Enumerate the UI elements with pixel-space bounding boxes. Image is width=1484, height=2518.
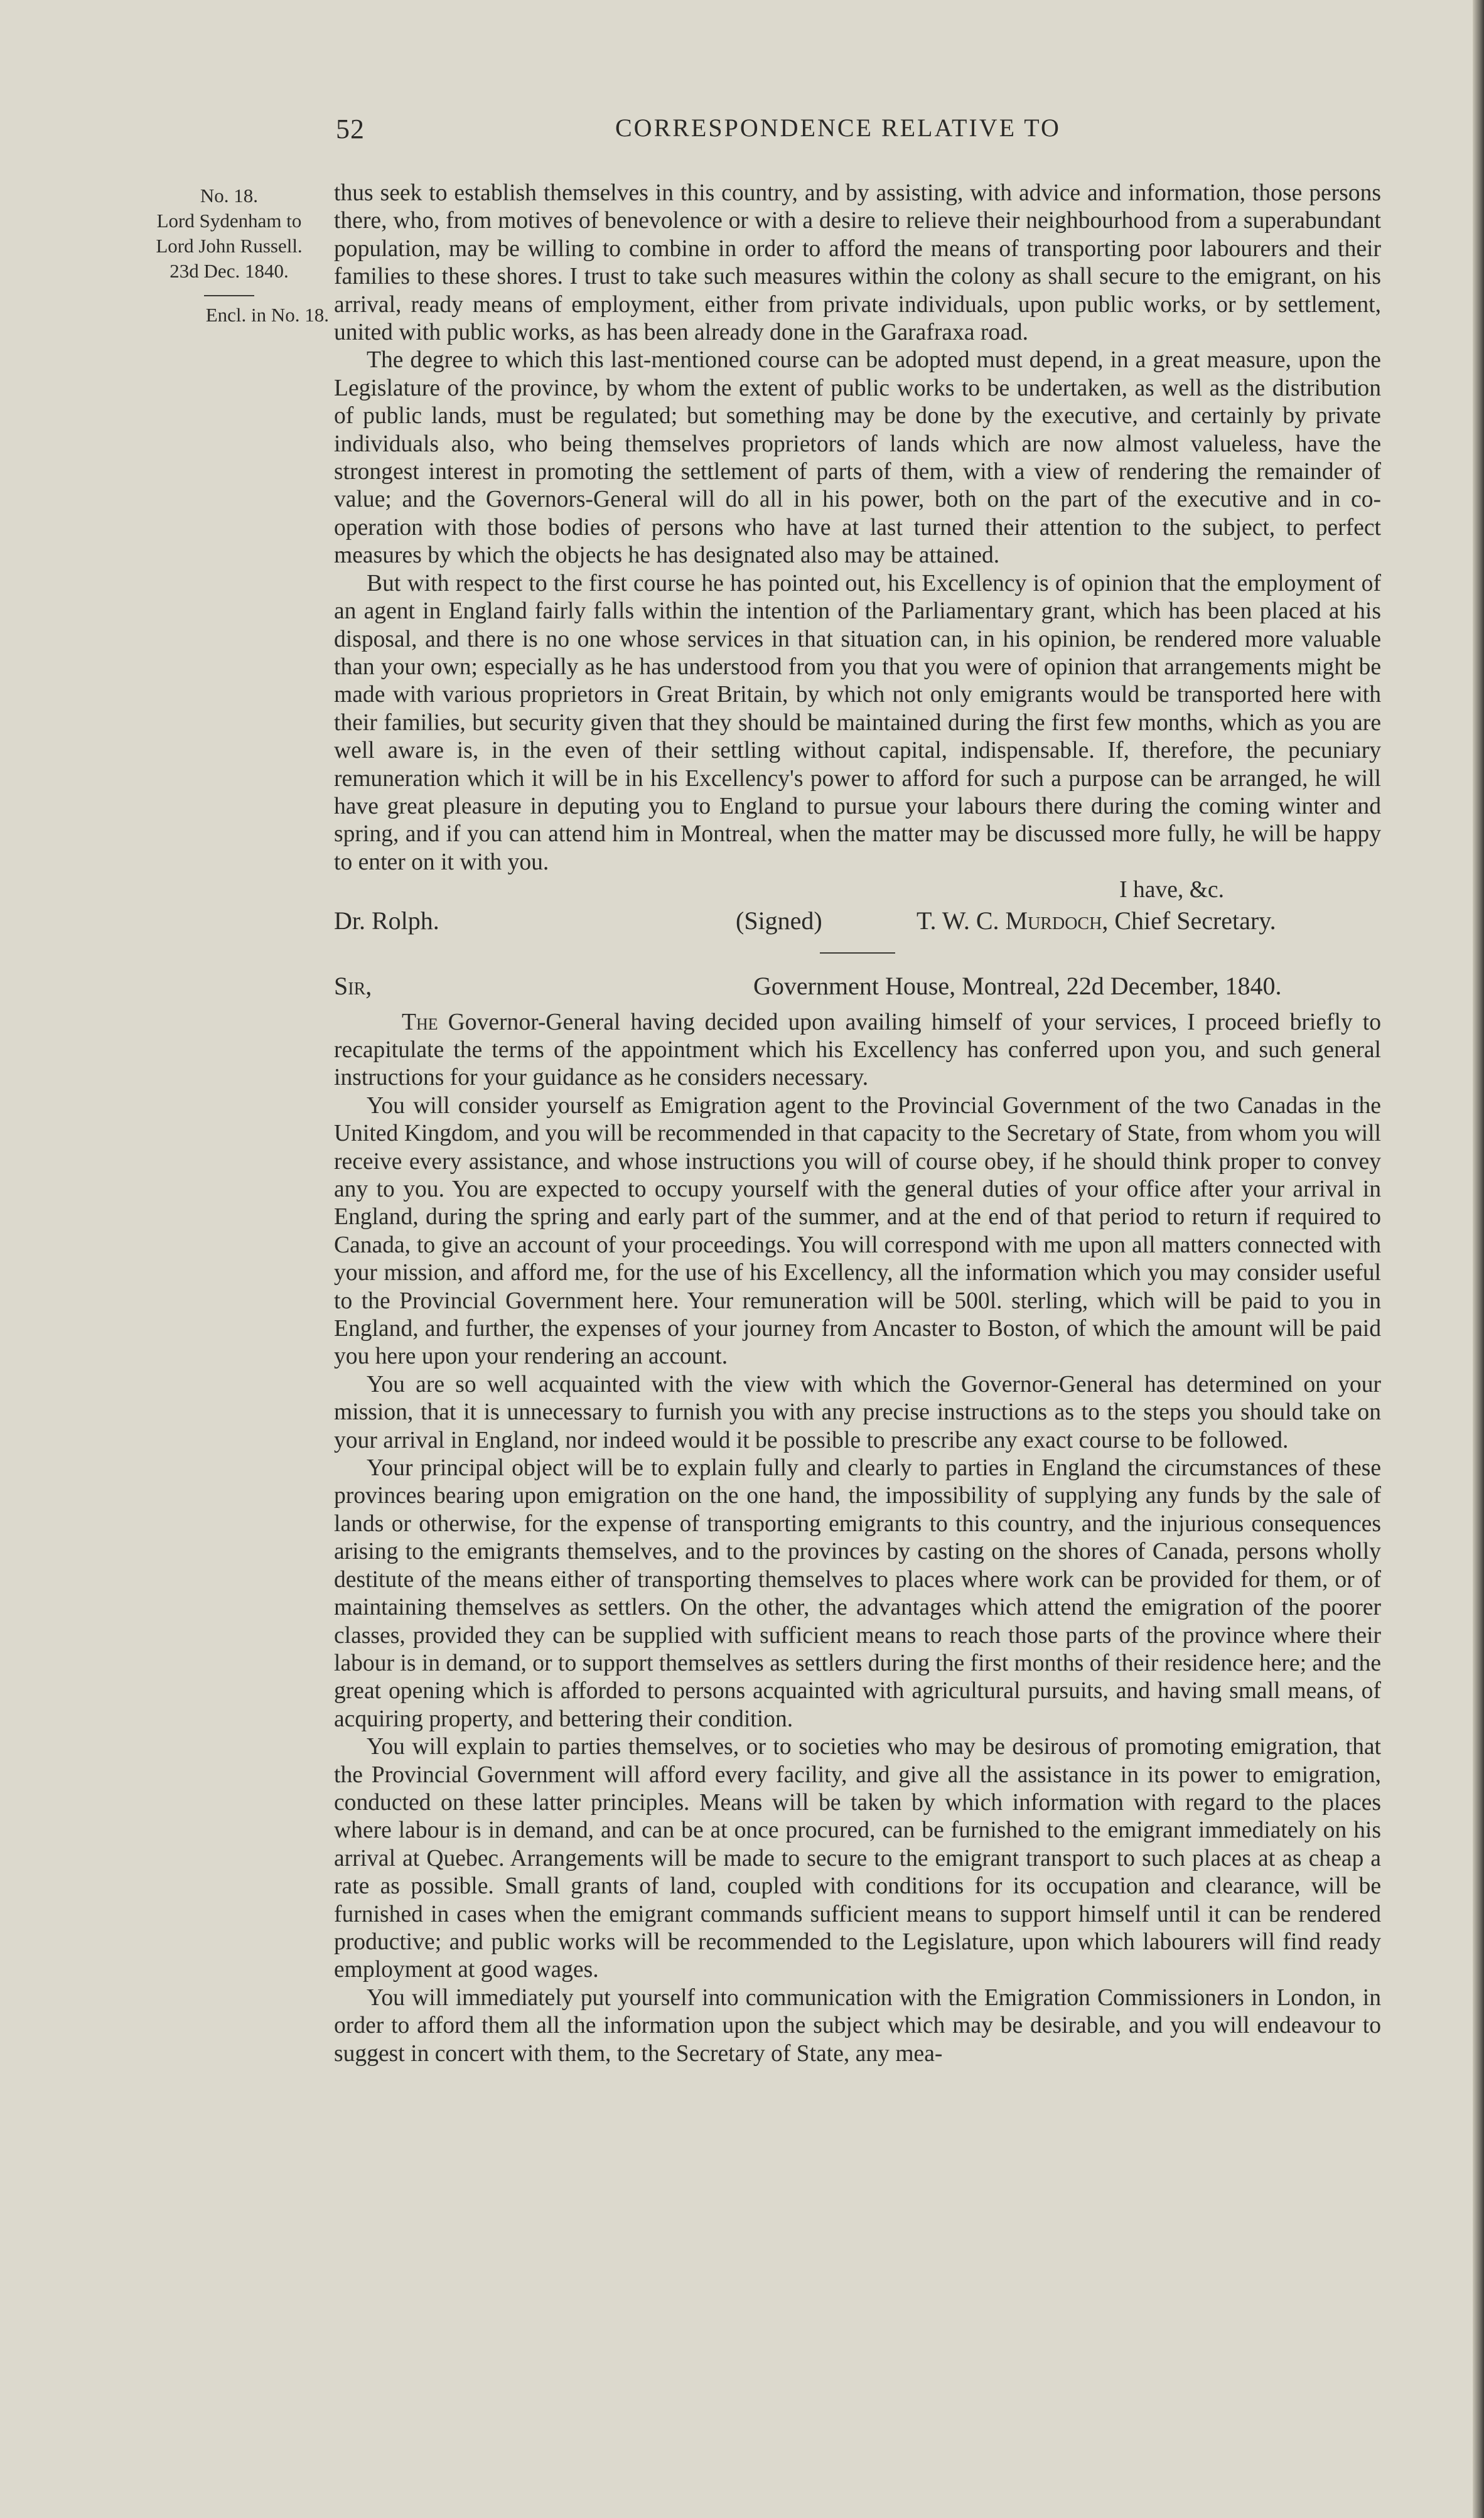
letter2-paragraph-6: You will immediately put yourself into communication with the Emigration Commissioners in London, in order to afford them all the information upon the subject which may be desirable, and you will endeavour to suggest in concert with them, to the Secretary of State, any mea-: [334, 1984, 1381, 2067]
letter2-heading: [334, 972, 1381, 1009]
signatory: [917, 907, 1276, 935]
page-number: 52: [336, 114, 365, 144]
letter2-paragraph-5: You will explain to parties themselves, or to societies who may be desirous of promoting emigration, that the Provincial Government will afford every facility, and give all the assistance in its power to emigration, conducted on these latter principles. Means will be taken by which information with regard to the places where labour is in demand, and can be at once procured, can be furnished to the emigrant immediately on his arrival at Quebec. Arrangements will be made to secure to the emigrant transport to such places at as cheap a rate as possible. Small grants of land, coupled with conditions for its occupation and clearance, will be furnished in cases when the emigrant commands sufficient means to support himself until it can be rendered productive; and public works will be recommended to the Legislature, upon which labourers will find ready employment at good wages.: [334, 1734, 1381, 1983]
margin-notes: [126, 183, 333, 328]
opening-word: The: [402, 1009, 438, 1035]
letter1-paragraph-2: The degree to which this last-mentioned course can be adopted must depend, in a great measure, upon the Legislature of the province, by whom the extent of public works to be undertaken, as well as the distribution of public lands, must be regulated; but something may be done by the executive, and certainly by private individuals also, who being themselves proprietors of lands which are now almost valueless, have the strongest interest in promoting the settlement of parts of them, with a view of rendering the remainder of value; and the Governors-General will do all in his power, both on the part of the executive and in co-operation with those bodies of persons who have at last turned their attention to the subject, to perfect measures by which the objects he has designated also may be attained.: [334, 347, 1381, 569]
recipient: Dr. Rolph.: [334, 906, 439, 935]
running-head: CORRESPONDENCE RELATIVE TO: [615, 114, 1061, 142]
signature-line: [334, 907, 1381, 939]
signatory-title: , Chief Secretary.: [1102, 906, 1276, 935]
margin-enclosure: Encl. in No. 18.: [205, 304, 329, 326]
signatory-initials: T. W. C.: [917, 906, 999, 935]
margin-date: 23d Dec. 1840.: [169, 260, 289, 282]
section-divider: [820, 952, 895, 954]
letter1-paragraph-1: thus seek to establish themselves in this country, and by assisting, with advice and information, those persons there, who, from motives of benevolence or with a desire to relieve their neighbourhood from a superabundant population, may be willing to combine in order to afford the means of transporting poor labourers and their families to these shores. I trust to take such measures within the colony as shall secure to the emigrant, on his arrival, ready means of employment, either from private individuals, upon public works, or by settlement, united with public works, as has been already done in the Garafraxa road.: [334, 180, 1381, 346]
signatory-name: Murdoch: [1005, 906, 1102, 935]
letter1-paragraph-3: But with respect to the first course he has pointed out, his Excellency is of opinion that the employment of an agent in England fairly falls within the intention of the Parliamentary grant, which has been placed at his disposal, and there is no one whose services in that situation can, in his opinion, be rendered more valuable than your own; especially as he has understood from you that you were of opinion that arrangements might be made with various proprietors in Great Britain, by which not only emigrants would be transported here with their families, but security given that they should be maintained during the first few months, which as you are well aware is, in the even of their settling without capital, indispensable. If, therefore, the pecuniary remuneration which it will be in his Excellency's power to afford for such a purpose can be arranged, he will have great pleasure in deputing you to England to pursue your labours there during the coming winter and spring, and if you can attend him in Montreal, when the matter may be discussed more fully, he will be happy to enter on it with you.: [334, 570, 1381, 875]
letter2-paragraph-1: [334, 1009, 1381, 1092]
opening-text: Governor-General having decided upon availing himself of your services, I proceed briefly to recapitulate the terms of the appointment which his Excellency has conferred upon you, and such general instructions for your guidance as he considers necessary.: [334, 1009, 1381, 1091]
letter2-paragraph-2: You will consider yourself as Emigration agent to the Provincial Government of the two Canadas in the United Kingdom, and you will be recommended in that capacity to the Secretary of State, from whom you will receive every assistance, and whose instructions you will of course obey, if he should think proper to convey any to you. You are expected to occupy yourself with the general duties of your office after your arrival in England, during the spring and early part of the summer, and at the end of that period to return if required to Canada, to give an account of your proceedings. You will correspond with me upon all matters connected with your mission, and afford me, for the use of his Excellency, all the information which you may consider useful to the Provincial Government here. Your remuneration will be 500l. sterling, which will be paid to you in England, and further, the expenses of your journey from Ancaster to Boston, of which the amount will be paid you here upon your rendering an account.: [334, 1092, 1381, 1370]
margin-doc-number: No. 18.: [200, 185, 259, 207]
margin-to: Lord John Russell.: [156, 235, 303, 257]
salutation: Sir,: [334, 971, 372, 1000]
letter1-closing: I have, &c.: [1119, 877, 1224, 903]
letter2-paragraph-3: You are so well acquainted with the view with which the Governor-General has determined on your mission, that it is unnecessary to furnish you with any precise instructions as to the steps you should take on your arrival in England, nor indeed would it be possible to prescribe any exact course to be followed.: [334, 1371, 1381, 1453]
signed-mark: (Signed): [736, 906, 822, 935]
body-text: [334, 180, 1381, 2068]
page-edge-shadow: [1473, 0, 1484, 2518]
letter2-paragraph-4: Your principal object will be to explain fully and clearly to parties in England the circumstances of these provinces bearing upon emigration on the one hand, the impossibility of supplying any funds by the sale of lands or otherwise, for the expense of transporting emigrants to this country, and the injurious consequences arising to the emigrants themselves, and to the provinces by casting on the shores of Canada, persons wholly destitute of the means either of transporting themselves to places where work can be provided for them, or of maintaining themselves as settlers. On the other, the advantages which attend the emigration of the poorer classes, provided they can be supplied with sufficient means to reach those parts of the province where their labour is in demand, or to support themselves as settlers during the first months of their residence here; and the great opening which is afforded to persons acquainted with agricultural pursuits, and having small means, of acquiring property, and bettering their condition.: [334, 1455, 1381, 1732]
margin-rule: [204, 295, 254, 296]
margin-from: Lord Sydenham to: [156, 210, 302, 232]
dateline: Government House, Montreal, 22d December, 1840.: [753, 971, 1282, 1000]
